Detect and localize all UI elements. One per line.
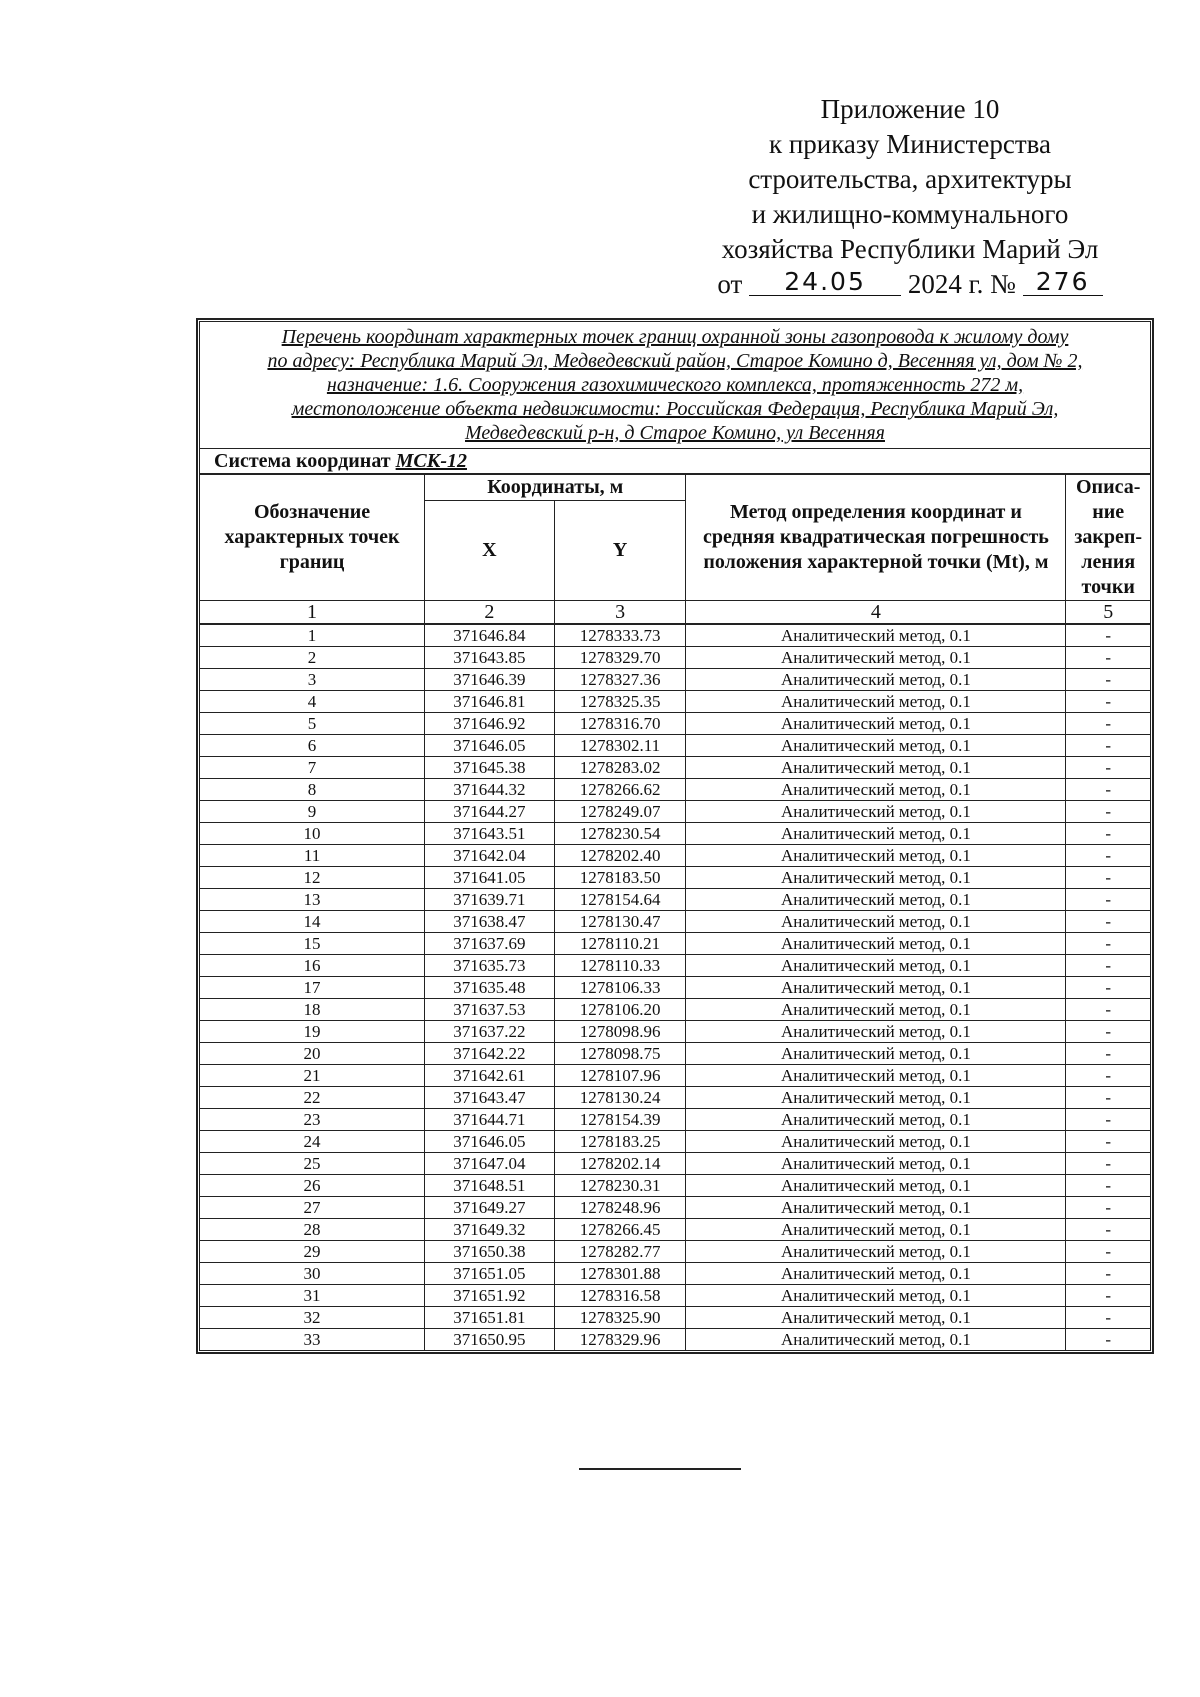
x-coordinate: 371646.05 <box>425 735 555 757</box>
table-row <box>200 867 1151 889</box>
method-cell: Аналитический метод, 0.1 <box>686 1021 1066 1043</box>
point-number: 2 <box>200 647 425 669</box>
x-coordinate: 371651.92 <box>425 1285 555 1307</box>
method-cell: Аналитический метод, 0.1 <box>686 647 1066 669</box>
end-separator-line <box>579 1468 741 1470</box>
point-number: 6 <box>200 735 425 757</box>
point-number: 33 <box>200 1329 425 1351</box>
table-row <box>200 669 1151 691</box>
method-cell: Аналитический метод, 0.1 <box>686 911 1066 933</box>
appendix-header <box>700 92 1120 302</box>
table-row <box>200 735 1151 757</box>
coordinates-table <box>199 321 1151 1351</box>
table-row <box>200 1065 1151 1087</box>
ministry-line-2: и жилищно-коммунального <box>751 199 1069 229</box>
point-number: 12 <box>200 867 425 889</box>
description-cell: - <box>1066 1087 1151 1109</box>
description-cell: - <box>1066 1153 1151 1175</box>
y-coordinate: 1278183.50 <box>554 867 686 889</box>
y-coordinate: 1278106.33 <box>554 977 686 999</box>
table-row <box>200 1043 1151 1065</box>
method-cell: Аналитический метод, 0.1 <box>686 1087 1066 1109</box>
method-cell: Аналитический метод, 0.1 <box>686 1285 1066 1307</box>
description-cell: - <box>1066 1043 1151 1065</box>
method-cell: Аналитический метод, 0.1 <box>686 669 1066 691</box>
point-number: 31 <box>200 1285 425 1307</box>
y-coordinate: 1278316.70 <box>554 713 686 735</box>
description-cell: - <box>1066 889 1151 911</box>
column-header-y: Y <box>554 501 686 601</box>
method-cell: Аналитический метод, 0.1 <box>686 1153 1066 1175</box>
method-cell: Аналитический метод, 0.1 <box>686 933 1066 955</box>
table-row <box>200 999 1151 1021</box>
x-coordinate: 371635.48 <box>425 977 555 999</box>
y-coordinate: 1278130.24 <box>554 1087 686 1109</box>
point-number: 24 <box>200 1131 425 1153</box>
y-coordinate: 1278230.31 <box>554 1175 686 1197</box>
y-coordinate: 1278202.40 <box>554 845 686 867</box>
column-header-x: X <box>425 501 555 601</box>
handwritten-order-number: 276 <box>1023 269 1103 296</box>
method-cell: Аналитический метод, 0.1 <box>686 1241 1066 1263</box>
point-number: 8 <box>200 779 425 801</box>
x-coordinate: 371650.38 <box>425 1241 555 1263</box>
description-cell: - <box>1066 1285 1151 1307</box>
table-row <box>200 933 1151 955</box>
x-coordinate: 371637.53 <box>425 999 555 1021</box>
y-coordinate: 1278333.73 <box>554 624 686 647</box>
y-coordinate: 1278154.64 <box>554 889 686 911</box>
description-cell: - <box>1066 823 1151 845</box>
method-cell: Аналитический метод, 0.1 <box>686 757 1066 779</box>
table-title-line: Медведевский р-н, д Старое Комино, ул Весенняя <box>465 422 885 444</box>
y-coordinate: 1278325.35 <box>554 691 686 713</box>
y-coordinate: 1278110.21 <box>554 933 686 955</box>
description-cell: - <box>1066 977 1151 999</box>
method-cell: Аналитический метод, 0.1 <box>686 691 1066 713</box>
table-row <box>200 911 1151 933</box>
point-number: 27 <box>200 1197 425 1219</box>
method-cell: Аналитический метод, 0.1 <box>686 713 1066 735</box>
method-cell: Аналитический метод, 0.1 <box>686 999 1066 1021</box>
y-coordinate: 1278316.58 <box>554 1285 686 1307</box>
method-cell: Аналитический метод, 0.1 <box>686 624 1066 647</box>
table-row <box>200 1087 1151 1109</box>
point-number: 13 <box>200 889 425 911</box>
column-header-designation: Обозначение характерных точек границ <box>200 474 425 601</box>
table-row <box>200 1153 1151 1175</box>
coordinate-system-label: Система координат <box>214 450 391 472</box>
table-row <box>200 1307 1151 1329</box>
table-row <box>200 1263 1151 1285</box>
description-cell: - <box>1066 933 1151 955</box>
column-header-description: Описа- ние закреп- ления точки <box>1066 474 1151 601</box>
x-coordinate: 371646.39 <box>425 669 555 691</box>
description-cell: - <box>1066 1263 1151 1285</box>
y-coordinate: 1278325.90 <box>554 1307 686 1329</box>
description-cell: - <box>1066 647 1151 669</box>
column-numbers-row <box>200 601 1151 625</box>
point-number: 30 <box>200 1263 425 1285</box>
column-number: 2 <box>425 601 555 625</box>
method-cell: Аналитический метод, 0.1 <box>686 1065 1066 1087</box>
table-row <box>200 691 1151 713</box>
method-cell: Аналитический метод, 0.1 <box>686 801 1066 823</box>
description-cell: - <box>1066 1109 1151 1131</box>
x-coordinate: 371646.05 <box>425 1131 555 1153</box>
year-number-label: 2024 г. № <box>907 269 1016 299</box>
description-cell: - <box>1066 1329 1151 1351</box>
table-row <box>200 955 1151 977</box>
table-row <box>200 801 1151 823</box>
method-cell: Аналитический метод, 0.1 <box>686 1219 1066 1241</box>
description-cell: - <box>1066 735 1151 757</box>
point-number: 19 <box>200 1021 425 1043</box>
table-row <box>200 1197 1151 1219</box>
handwritten-date: 24.05 <box>749 269 901 296</box>
coordinate-system-value: МСК-12 <box>395 450 467 472</box>
point-number: 20 <box>200 1043 425 1065</box>
description-cell: - <box>1066 779 1151 801</box>
y-coordinate: 1278110.33 <box>554 955 686 977</box>
y-coordinate: 1278183.25 <box>554 1131 686 1153</box>
description-cell: - <box>1066 845 1151 867</box>
x-coordinate: 371644.71 <box>425 1109 555 1131</box>
x-coordinate: 371635.73 <box>425 955 555 977</box>
point-number: 29 <box>200 1241 425 1263</box>
table-title-line: назначение: 1.6. Сооружения газохимического комплекса, протяженность 272 м, <box>326 374 1024 396</box>
description-cell: - <box>1066 757 1151 779</box>
description-cell: - <box>1066 999 1151 1021</box>
y-coordinate: 1278266.62 <box>554 779 686 801</box>
point-number: 4 <box>200 691 425 713</box>
column-number: 3 <box>554 601 686 625</box>
ministry-line-1: строительства, архитектуры <box>748 164 1072 194</box>
point-number: 21 <box>200 1065 425 1087</box>
point-number: 14 <box>200 911 425 933</box>
y-coordinate: 1278301.88 <box>554 1263 686 1285</box>
description-cell: - <box>1066 867 1151 889</box>
table-row <box>200 1241 1151 1263</box>
x-coordinate: 371646.92 <box>425 713 555 735</box>
point-number: 17 <box>200 977 425 999</box>
y-coordinate: 1278248.96 <box>554 1197 686 1219</box>
table-row <box>200 845 1151 867</box>
description-cell: - <box>1066 1241 1151 1263</box>
description-cell: - <box>1066 1175 1151 1197</box>
column-number: 1 <box>200 601 425 625</box>
table-row <box>200 1329 1151 1351</box>
x-coordinate: 371637.69 <box>425 933 555 955</box>
y-coordinate: 1278329.96 <box>554 1329 686 1351</box>
x-coordinate: 371650.95 <box>425 1329 555 1351</box>
description-cell: - <box>1066 624 1151 647</box>
y-coordinate: 1278107.96 <box>554 1065 686 1087</box>
coordinates-table-frame <box>196 318 1154 1354</box>
point-number: 16 <box>200 955 425 977</box>
method-cell: Аналитический метод, 0.1 <box>686 1329 1066 1351</box>
x-coordinate: 371645.38 <box>425 757 555 779</box>
description-cell: - <box>1066 691 1151 713</box>
method-cell: Аналитический метод, 0.1 <box>686 1043 1066 1065</box>
x-coordinate: 371638.47 <box>425 911 555 933</box>
y-coordinate: 1278106.20 <box>554 999 686 1021</box>
y-coordinate: 1278230.54 <box>554 823 686 845</box>
description-cell: - <box>1066 1219 1151 1241</box>
method-cell: Аналитический метод, 0.1 <box>686 735 1066 757</box>
x-coordinate: 371644.32 <box>425 779 555 801</box>
point-number: 5 <box>200 713 425 735</box>
point-number: 1 <box>200 624 425 647</box>
table-row <box>200 647 1151 669</box>
point-number: 22 <box>200 1087 425 1109</box>
x-coordinate: 371651.81 <box>425 1307 555 1329</box>
y-coordinate: 1278266.45 <box>554 1219 686 1241</box>
method-cell: Аналитический метод, 0.1 <box>686 889 1066 911</box>
coordinate-system <box>200 449 1151 475</box>
x-coordinate: 371643.47 <box>425 1087 555 1109</box>
table-row <box>200 1021 1151 1043</box>
description-cell: - <box>1066 1131 1151 1153</box>
x-coordinate: 371649.27 <box>425 1197 555 1219</box>
x-coordinate: 371639.71 <box>425 889 555 911</box>
x-coordinate: 371643.85 <box>425 647 555 669</box>
point-number: 11 <box>200 845 425 867</box>
y-coordinate: 1278283.02 <box>554 757 686 779</box>
point-number: 10 <box>200 823 425 845</box>
description-cell: - <box>1066 955 1151 977</box>
point-number: 9 <box>200 801 425 823</box>
point-number: 23 <box>200 1109 425 1131</box>
table-row <box>200 757 1151 779</box>
table-row <box>200 1175 1151 1197</box>
column-number: 4 <box>686 601 1066 625</box>
y-coordinate: 1278302.11 <box>554 735 686 757</box>
description-cell: - <box>1066 669 1151 691</box>
column-header-coordinates: Координаты, м <box>425 474 686 501</box>
order-date-line <box>700 267 1120 302</box>
method-cell: Аналитический метод, 0.1 <box>686 1175 1066 1197</box>
method-cell: Аналитический метод, 0.1 <box>686 845 1066 867</box>
x-coordinate: 371646.84 <box>425 624 555 647</box>
table-title <box>200 322 1151 449</box>
table-title-line: местоположение объекта недвижимости: Российская Федерация, Республика Марий Эл, <box>291 398 1059 420</box>
x-coordinate: 371647.04 <box>425 1153 555 1175</box>
coordinates-rows <box>200 624 1151 1351</box>
point-number: 28 <box>200 1219 425 1241</box>
table-row <box>200 1285 1151 1307</box>
point-number: 25 <box>200 1153 425 1175</box>
method-cell: Аналитический метод, 0.1 <box>686 1263 1066 1285</box>
y-coordinate: 1278282.77 <box>554 1241 686 1263</box>
x-coordinate: 371643.51 <box>425 823 555 845</box>
x-coordinate: 371641.05 <box>425 867 555 889</box>
table-row <box>200 624 1151 647</box>
method-cell: Аналитический метод, 0.1 <box>686 867 1066 889</box>
table-row <box>200 1109 1151 1131</box>
ministry-line-3: хозяйства Республики Марий Эл <box>721 234 1099 264</box>
order-ref-line: к приказу Министерства <box>768 129 1052 159</box>
point-number: 18 <box>200 999 425 1021</box>
x-coordinate: 371651.05 <box>425 1263 555 1285</box>
description-cell: - <box>1066 1307 1151 1329</box>
table-row <box>200 1131 1151 1153</box>
method-cell: Аналитический метод, 0.1 <box>686 977 1066 999</box>
y-coordinate: 1278130.47 <box>554 911 686 933</box>
table-row <box>200 889 1151 911</box>
x-coordinate: 371642.22 <box>425 1043 555 1065</box>
method-cell: Аналитический метод, 0.1 <box>686 1197 1066 1219</box>
method-cell: Аналитический метод, 0.1 <box>686 955 1066 977</box>
column-number: 5 <box>1066 601 1151 625</box>
description-cell: - <box>1066 713 1151 735</box>
x-coordinate: 371637.22 <box>425 1021 555 1043</box>
description-cell: - <box>1066 1065 1151 1087</box>
description-cell: - <box>1066 911 1151 933</box>
appendix-title: Приложение 10 <box>820 94 1000 124</box>
point-number: 15 <box>200 933 425 955</box>
point-number: 26 <box>200 1175 425 1197</box>
table-row <box>200 779 1151 801</box>
x-coordinate: 371646.81 <box>425 691 555 713</box>
table-row <box>200 823 1151 845</box>
point-number: 32 <box>200 1307 425 1329</box>
method-cell: Аналитический метод, 0.1 <box>686 779 1066 801</box>
x-coordinate: 371644.27 <box>425 801 555 823</box>
x-coordinate: 371648.51 <box>425 1175 555 1197</box>
column-header-method: Метод определения координат и средняя квадратическая погрешность положения характерной точки (Mt), м <box>686 474 1066 601</box>
x-coordinate: 371649.32 <box>425 1219 555 1241</box>
y-coordinate: 1278249.07 <box>554 801 686 823</box>
method-cell: Аналитический метод, 0.1 <box>686 823 1066 845</box>
y-coordinate: 1278202.14 <box>554 1153 686 1175</box>
y-coordinate: 1278154.39 <box>554 1109 686 1131</box>
y-coordinate: 1278327.36 <box>554 669 686 691</box>
method-cell: Аналитический метод, 0.1 <box>686 1307 1066 1329</box>
y-coordinate: 1278098.75 <box>554 1043 686 1065</box>
method-cell: Аналитический метод, 0.1 <box>686 1131 1066 1153</box>
point-number: 7 <box>200 757 425 779</box>
x-coordinate: 371642.61 <box>425 1065 555 1087</box>
date-prefix: от <box>717 269 743 299</box>
table-title-line: по адресу: Республика Марий Эл, Медведевский район, Старое Комино д, Весенняя ул, дом № 2, <box>267 350 1083 372</box>
table-row <box>200 713 1151 735</box>
x-coordinate: 371642.04 <box>425 845 555 867</box>
description-cell: - <box>1066 1197 1151 1219</box>
description-cell: - <box>1066 801 1151 823</box>
point-number: 3 <box>200 669 425 691</box>
table-row <box>200 1219 1151 1241</box>
method-cell: Аналитический метод, 0.1 <box>686 1109 1066 1131</box>
y-coordinate: 1278098.96 <box>554 1021 686 1043</box>
table-row <box>200 977 1151 999</box>
y-coordinate: 1278329.70 <box>554 647 686 669</box>
description-cell: - <box>1066 1021 1151 1043</box>
table-title-line: Перечень координат характерных точек границ охранной зоны газопровода к жилому дому <box>281 326 1069 348</box>
